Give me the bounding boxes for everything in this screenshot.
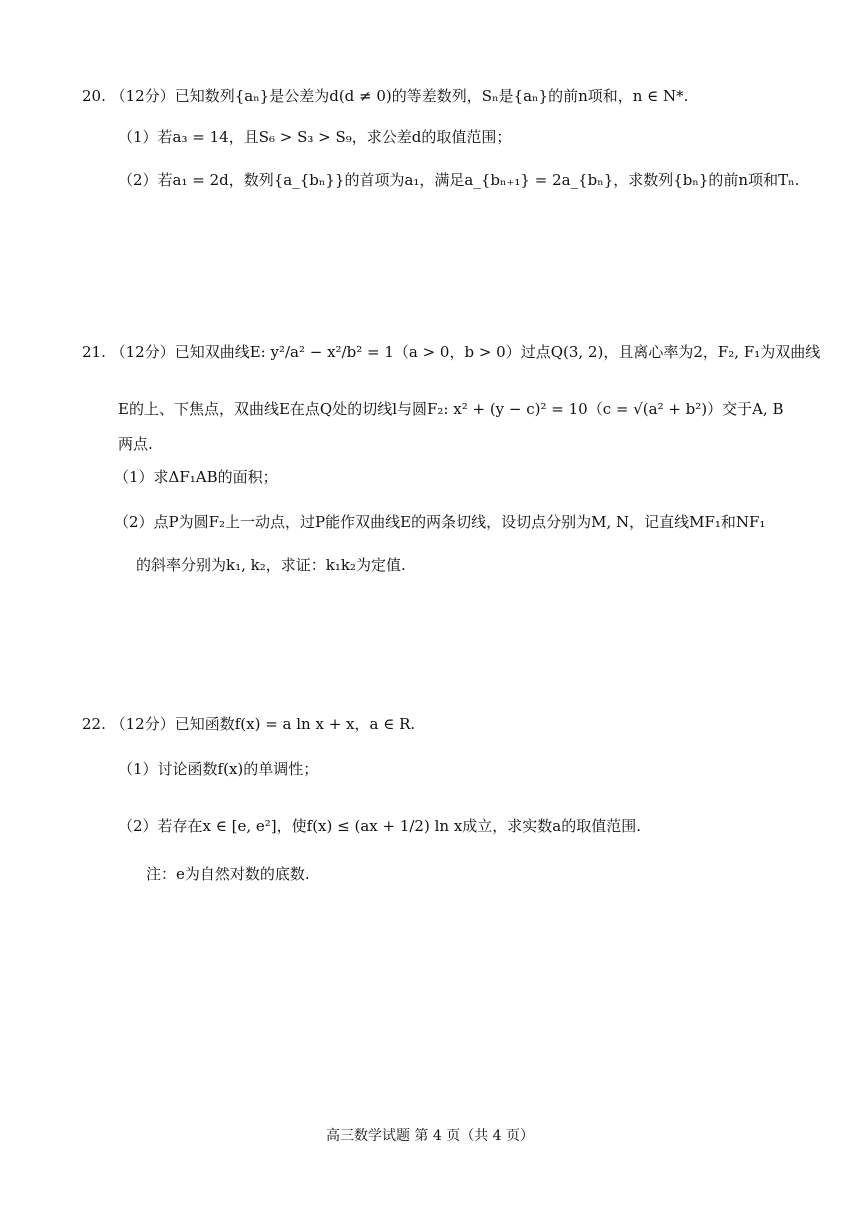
q20-stem: 20. （12分）已知数列{aₙ}是公差为d(d ≠ 0)的等差数列，Sₙ是{aₙ}的前n项和，n ∈ N*. — [82, 87, 689, 105]
q21-stem: 21. （12分）已知双曲线E: y²/a² − x²/b² = 1（a > 0，b > 0）过点Q(3, 2)，且离心率为2，F₂, F₁为双曲线 — [82, 343, 821, 361]
q22-note: 注：e为自然对数的底数. — [146, 865, 310, 883]
page-footer: 高三数学试题 第 4 页（共 4 页） — [325, 1128, 535, 1144]
q21-part2-cont: 的斜率分别为k₁, k₂，求证：k₁k₂为定值. — [136, 556, 406, 574]
q22-part2: （2）若存在x ∈ [e, e²]，使f(x) ≤ (ax + 1/2) ln x成立，求实数a的取值范围. — [118, 817, 641, 835]
q20-part2: （2）若a₁ = 2d，数列{a_{bₙ}}的首项为a₁，满足a_{bₙ₊₁} = 2a_{bₙ}，求数列{bₙ}的前n项和Tₙ. — [118, 171, 800, 189]
q22-part1: （1）讨论函数f(x)的单调性； — [118, 760, 319, 778]
q22-stem: 22. （12分）已知函数f(x) = a ln x + x，a ∈ R. — [82, 715, 416, 733]
q21-part2: （2）点P为圆F₂上一动点，过P能作双曲线E的两条切线，设切点分别为M, N，记直线MF₁和NF₁ — [114, 513, 766, 531]
q20-part1: （1）若a₃ = 14，且S₆ > S₃ > S₉，求公差d的取值范围； — [118, 128, 512, 146]
q21-part1: （1）求ΔF₁AB的面积； — [114, 468, 278, 486]
q21-stem-cont: E的上、下焦点，双曲线E在点Q处的切线l与圆F₂: x² + (y − c)² = 10（c = √(a² + b²)）交于A, B — [118, 400, 784, 418]
q21-stem-end: 两点. — [118, 435, 153, 453]
